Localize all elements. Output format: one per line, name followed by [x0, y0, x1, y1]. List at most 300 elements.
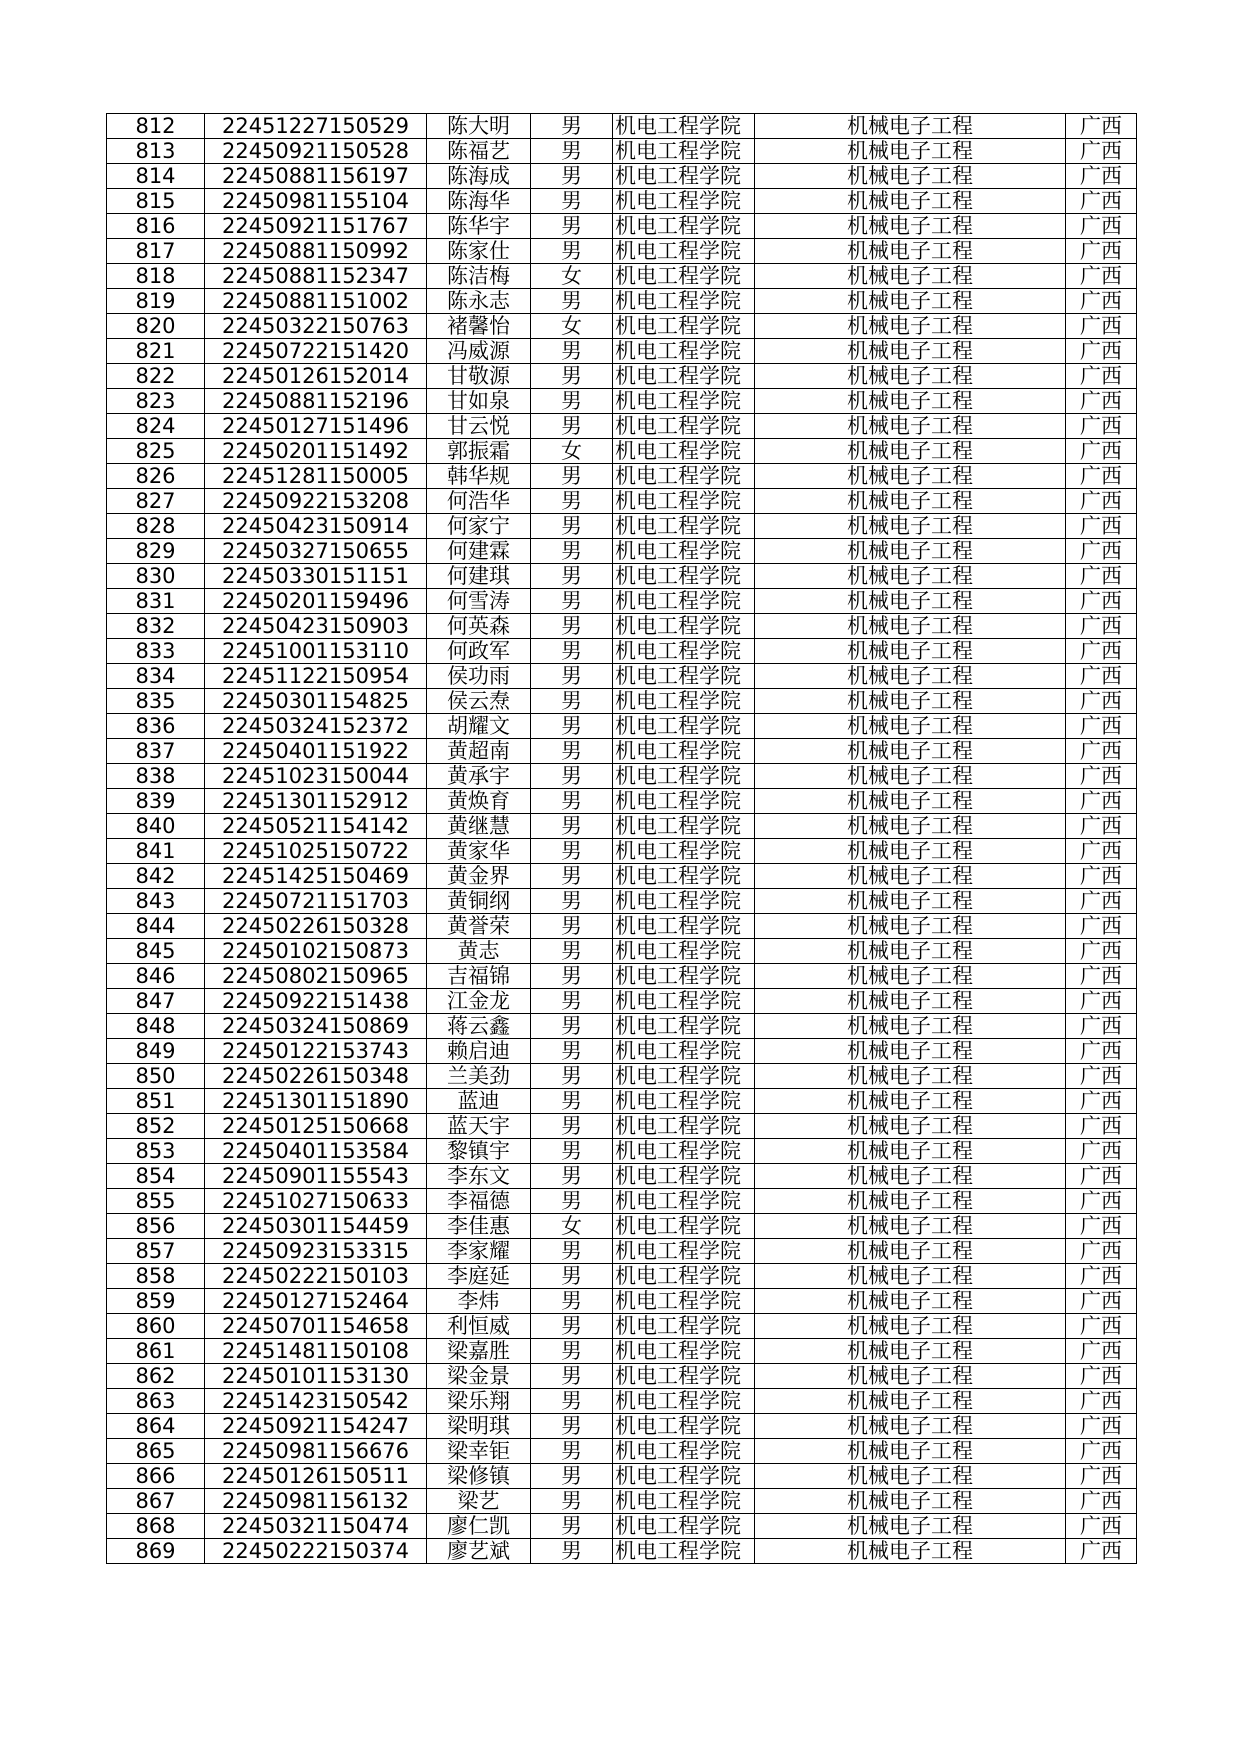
region-cell: 广西	[1066, 939, 1137, 964]
table-row	[107, 414, 1137, 439]
row-number-cell: 869	[107, 1539, 205, 1564]
row-number-cell: 824	[107, 414, 205, 439]
candidate-id-cell: 22450201151492	[205, 439, 427, 464]
table-row	[107, 314, 1137, 339]
college-cell: 机电工程学院	[613, 814, 755, 839]
student-name-cell: 蓝天宇	[427, 1114, 531, 1139]
candidate-id-cell: 22450301154459	[205, 1214, 427, 1239]
college-cell: 机电工程学院	[613, 1189, 755, 1214]
major-cell: 机械电子工程	[755, 1214, 1066, 1239]
table-row	[107, 1089, 1137, 1114]
row-number-cell: 860	[107, 1314, 205, 1339]
row-number-cell: 839	[107, 789, 205, 814]
student-name-cell: 侯云焘	[427, 689, 531, 714]
college-cell: 机电工程学院	[613, 1014, 755, 1039]
region-cell: 广西	[1066, 314, 1137, 339]
major-cell: 机械电子工程	[755, 114, 1066, 139]
row-number-cell: 817	[107, 239, 205, 264]
major-cell: 机械电子工程	[755, 364, 1066, 389]
candidate-id-cell: 22450722151420	[205, 339, 427, 364]
row-number-cell: 816	[107, 214, 205, 239]
table-row	[107, 1539, 1137, 1564]
student-name-cell: 李炜	[427, 1289, 531, 1314]
region-cell: 广西	[1066, 514, 1137, 539]
major-cell: 机械电子工程	[755, 764, 1066, 789]
candidate-id-cell: 22451023150044	[205, 764, 427, 789]
major-cell: 机械电子工程	[755, 964, 1066, 989]
candidate-id-cell: 22451027150633	[205, 1189, 427, 1214]
table-row	[107, 1239, 1137, 1264]
major-cell: 机械电子工程	[755, 264, 1066, 289]
region-cell: 广西	[1066, 864, 1137, 889]
gender-cell: 男	[531, 164, 613, 189]
college-cell: 机电工程学院	[613, 114, 755, 139]
region-cell: 广西	[1066, 564, 1137, 589]
table-row	[107, 264, 1137, 289]
table-row	[107, 664, 1137, 689]
table-row	[107, 389, 1137, 414]
major-cell: 机械电子工程	[755, 139, 1066, 164]
candidate-id-cell: 22450201159496	[205, 589, 427, 614]
major-cell: 机械电子工程	[755, 1489, 1066, 1514]
major-cell: 机械电子工程	[755, 189, 1066, 214]
gender-cell: 男	[531, 1414, 613, 1439]
major-cell: 机械电子工程	[755, 914, 1066, 939]
region-cell: 广西	[1066, 1289, 1137, 1314]
table-row	[107, 439, 1137, 464]
candidate-id-cell: 22450802150965	[205, 964, 427, 989]
candidate-id-cell: 22450125150668	[205, 1114, 427, 1139]
region-cell: 广西	[1066, 989, 1137, 1014]
region-cell: 广西	[1066, 364, 1137, 389]
table-row	[107, 1264, 1137, 1289]
region-cell: 广西	[1066, 714, 1137, 739]
region-cell: 广西	[1066, 1364, 1137, 1389]
candidate-id-cell: 22450721151703	[205, 889, 427, 914]
student-name-cell: 陈海成	[427, 164, 531, 189]
candidate-id-cell: 22450922151438	[205, 989, 427, 1014]
student-name-cell: 胡耀文	[427, 714, 531, 739]
candidate-id-cell: 22450881151002	[205, 289, 427, 314]
college-cell: 机电工程学院	[613, 264, 755, 289]
gender-cell: 男	[531, 414, 613, 439]
candidate-id-cell: 22450981156132	[205, 1489, 427, 1514]
row-number-cell: 863	[107, 1389, 205, 1414]
row-number-cell: 865	[107, 1439, 205, 1464]
region-cell: 广西	[1066, 1189, 1137, 1214]
major-cell: 机械电子工程	[755, 164, 1066, 189]
candidate-id-cell: 22450401153584	[205, 1139, 427, 1164]
region-cell: 广西	[1066, 664, 1137, 689]
gender-cell: 男	[531, 339, 613, 364]
gender-cell: 男	[531, 514, 613, 539]
candidate-id-cell: 22451025150722	[205, 839, 427, 864]
table-row	[107, 1114, 1137, 1139]
candidate-id-cell: 22450981156676	[205, 1439, 427, 1464]
student-name-cell: 何家宁	[427, 514, 531, 539]
student-name-cell: 褚馨怡	[427, 314, 531, 339]
college-cell: 机电工程学院	[613, 1314, 755, 1339]
region-cell: 广西	[1066, 589, 1137, 614]
gender-cell: 男	[531, 289, 613, 314]
row-number-cell: 851	[107, 1089, 205, 1114]
major-cell: 机械电子工程	[755, 739, 1066, 764]
candidate-id-cell: 22450981155104	[205, 189, 427, 214]
table-row	[107, 1464, 1137, 1489]
table-row	[107, 1164, 1137, 1189]
row-number-cell: 849	[107, 1039, 205, 1064]
candidate-id-cell: 22451425150469	[205, 864, 427, 889]
student-name-cell: 黄超南	[427, 739, 531, 764]
college-cell: 机电工程学院	[613, 1214, 755, 1239]
college-cell: 机电工程学院	[613, 414, 755, 439]
college-cell: 机电工程学院	[613, 1464, 755, 1489]
student-name-cell: 甘如泉	[427, 389, 531, 414]
student-name-cell: 李庭延	[427, 1264, 531, 1289]
region-cell: 广西	[1066, 289, 1137, 314]
college-cell: 机电工程学院	[613, 989, 755, 1014]
row-number-cell: 822	[107, 364, 205, 389]
gender-cell: 男	[531, 139, 613, 164]
candidate-id-cell: 22450923153315	[205, 1239, 427, 1264]
table-row	[107, 189, 1137, 214]
gender-cell: 男	[531, 114, 613, 139]
college-cell: 机电工程学院	[613, 1339, 755, 1364]
major-cell: 机械电子工程	[755, 1114, 1066, 1139]
row-number-cell: 828	[107, 514, 205, 539]
college-cell: 机电工程学院	[613, 764, 755, 789]
college-cell: 机电工程学院	[613, 589, 755, 614]
college-cell: 机电工程学院	[613, 1289, 755, 1314]
college-cell: 机电工程学院	[613, 389, 755, 414]
table-row	[107, 714, 1137, 739]
region-cell: 广西	[1066, 1064, 1137, 1089]
gender-cell: 男	[531, 1114, 613, 1139]
college-cell: 机电工程学院	[613, 1039, 755, 1064]
student-name-cell: 梁乐翔	[427, 1389, 531, 1414]
table-row	[107, 514, 1137, 539]
student-name-cell: 甘云悦	[427, 414, 531, 439]
gender-cell: 男	[531, 1514, 613, 1539]
region-cell: 广西	[1066, 914, 1137, 939]
candidate-id-cell: 22450921154247	[205, 1414, 427, 1439]
region-cell: 广西	[1066, 1264, 1137, 1289]
candidate-id-cell: 22451281150005	[205, 464, 427, 489]
gender-cell: 男	[531, 1014, 613, 1039]
row-number-cell: 854	[107, 1164, 205, 1189]
region-cell: 广西	[1066, 1489, 1137, 1514]
candidate-id-cell: 22451227150529	[205, 114, 427, 139]
gender-cell: 男	[531, 464, 613, 489]
row-number-cell: 842	[107, 864, 205, 889]
candidate-id-cell: 22450301154825	[205, 689, 427, 714]
student-name-cell: 蒋云鑫	[427, 1014, 531, 1039]
row-number-cell: 830	[107, 564, 205, 589]
region-cell: 广西	[1066, 1164, 1137, 1189]
gender-cell: 男	[531, 1364, 613, 1389]
college-cell: 机电工程学院	[613, 1089, 755, 1114]
student-name-cell: 陈福艺	[427, 139, 531, 164]
major-cell: 机械电子工程	[755, 839, 1066, 864]
college-cell: 机电工程学院	[613, 339, 755, 364]
candidate-id-cell: 22451122150954	[205, 664, 427, 689]
table-row	[107, 1489, 1137, 1514]
gender-cell: 男	[531, 664, 613, 689]
college-cell: 机电工程学院	[613, 564, 755, 589]
row-number-cell: 857	[107, 1239, 205, 1264]
gender-cell: 男	[531, 639, 613, 664]
table-row	[107, 1414, 1137, 1439]
candidate-id-cell: 22450127152464	[205, 1289, 427, 1314]
row-number-cell: 853	[107, 1139, 205, 1164]
major-cell: 机械电子工程	[755, 339, 1066, 364]
major-cell: 机械电子工程	[755, 1314, 1066, 1339]
student-name-cell: 何政军	[427, 639, 531, 664]
region-cell: 广西	[1066, 1464, 1137, 1489]
candidate-id-cell: 22450101153130	[205, 1364, 427, 1389]
table-row	[107, 939, 1137, 964]
candidate-id-cell: 22450881150992	[205, 239, 427, 264]
row-number-cell: 843	[107, 889, 205, 914]
college-cell: 机电工程学院	[613, 364, 755, 389]
candidate-id-cell: 22450423150903	[205, 614, 427, 639]
row-number-cell: 827	[107, 489, 205, 514]
gender-cell: 男	[531, 964, 613, 989]
row-number-cell: 835	[107, 689, 205, 714]
student-name-cell: 陈洁梅	[427, 264, 531, 289]
college-cell: 机电工程学院	[613, 1414, 755, 1439]
region-cell: 广西	[1066, 1014, 1137, 1039]
candidate-id-cell: 22450127151496	[205, 414, 427, 439]
row-number-cell: 818	[107, 264, 205, 289]
row-number-cell: 820	[107, 314, 205, 339]
student-name-cell: 兰美劲	[427, 1064, 531, 1089]
gender-cell: 女	[531, 439, 613, 464]
major-cell: 机械电子工程	[755, 1414, 1066, 1439]
candidate-id-cell: 22451481150108	[205, 1339, 427, 1364]
college-cell: 机电工程学院	[613, 1539, 755, 1564]
region-cell: 广西	[1066, 964, 1137, 989]
student-name-cell: 黄继慧	[427, 814, 531, 839]
table-row	[107, 1014, 1137, 1039]
gender-cell: 男	[531, 939, 613, 964]
table-row	[107, 589, 1137, 614]
table-row	[107, 689, 1137, 714]
candidate-id-cell: 22451301152912	[205, 789, 427, 814]
college-cell: 机电工程学院	[613, 1264, 755, 1289]
region-cell: 广西	[1066, 114, 1137, 139]
major-cell: 机械电子工程	[755, 1389, 1066, 1414]
region-cell: 广西	[1066, 889, 1137, 914]
row-number-cell: 826	[107, 464, 205, 489]
table-row	[107, 614, 1137, 639]
student-name-cell: 侯功雨	[427, 664, 531, 689]
table-row	[107, 764, 1137, 789]
student-name-cell: 黄家华	[427, 839, 531, 864]
table-row	[107, 1189, 1137, 1214]
college-cell: 机电工程学院	[613, 639, 755, 664]
student-name-cell: 陈大明	[427, 114, 531, 139]
table-row	[107, 789, 1137, 814]
candidate-id-cell: 22450226150348	[205, 1064, 427, 1089]
student-name-cell: 梁幸钜	[427, 1439, 531, 1464]
table-row	[107, 214, 1137, 239]
college-cell: 机电工程学院	[613, 189, 755, 214]
college-cell: 机电工程学院	[613, 1064, 755, 1089]
student-name-cell: 黄金界	[427, 864, 531, 889]
gender-cell: 男	[531, 739, 613, 764]
major-cell: 机械电子工程	[755, 1064, 1066, 1089]
candidate-id-cell: 22450922153208	[205, 489, 427, 514]
region-cell: 广西	[1066, 1414, 1137, 1439]
table-row	[107, 1214, 1137, 1239]
major-cell: 机械电子工程	[755, 214, 1066, 239]
table-row	[107, 489, 1137, 514]
region-cell: 广西	[1066, 464, 1137, 489]
region-cell: 广西	[1066, 539, 1137, 564]
candidate-id-cell: 22450521154142	[205, 814, 427, 839]
region-cell: 广西	[1066, 1214, 1137, 1239]
row-number-cell: 844	[107, 914, 205, 939]
major-cell: 机械电子工程	[755, 314, 1066, 339]
gender-cell: 男	[531, 789, 613, 814]
gender-cell: 男	[531, 589, 613, 614]
region-cell: 广西	[1066, 814, 1137, 839]
gender-cell: 男	[531, 714, 613, 739]
college-cell: 机电工程学院	[613, 889, 755, 914]
gender-cell: 男	[531, 1439, 613, 1464]
region-cell: 广西	[1066, 239, 1137, 264]
student-name-cell: 冯威源	[427, 339, 531, 364]
college-cell: 机电工程学院	[613, 664, 755, 689]
major-cell: 机械电子工程	[755, 689, 1066, 714]
college-cell: 机电工程学院	[613, 139, 755, 164]
table-row	[107, 1039, 1137, 1064]
major-cell: 机械电子工程	[755, 1439, 1066, 1464]
student-name-cell: 黄铜纲	[427, 889, 531, 914]
college-cell: 机电工程学院	[613, 1364, 755, 1389]
table-row	[107, 164, 1137, 189]
college-cell: 机电工程学院	[613, 539, 755, 564]
major-cell: 机械电子工程	[755, 1264, 1066, 1289]
row-number-cell: 841	[107, 839, 205, 864]
college-cell: 机电工程学院	[613, 914, 755, 939]
gender-cell: 男	[531, 489, 613, 514]
region-cell: 广西	[1066, 1439, 1137, 1464]
row-number-cell: 831	[107, 589, 205, 614]
gender-cell: 男	[531, 564, 613, 589]
college-cell: 机电工程学院	[613, 314, 755, 339]
gender-cell: 男	[531, 864, 613, 889]
row-number-cell: 861	[107, 1339, 205, 1364]
table-row	[107, 914, 1137, 939]
row-number-cell: 868	[107, 1514, 205, 1539]
major-cell: 机械电子工程	[755, 389, 1066, 414]
major-cell: 机械电子工程	[755, 239, 1066, 264]
gender-cell: 男	[531, 764, 613, 789]
row-number-cell: 864	[107, 1414, 205, 1439]
candidate-id-cell: 22451423150542	[205, 1389, 427, 1414]
major-cell: 机械电子工程	[755, 414, 1066, 439]
region-cell: 广西	[1066, 339, 1137, 364]
major-cell: 机械电子工程	[755, 1464, 1066, 1489]
major-cell: 机械电子工程	[755, 564, 1066, 589]
table-row	[107, 364, 1137, 389]
college-cell: 机电工程学院	[613, 689, 755, 714]
college-cell: 机电工程学院	[613, 1489, 755, 1514]
table-row	[107, 989, 1137, 1014]
region-cell: 广西	[1066, 389, 1137, 414]
student-name-cell: 陈海华	[427, 189, 531, 214]
student-name-cell: 黄誉荣	[427, 914, 531, 939]
student-name-cell: 李佳惠	[427, 1214, 531, 1239]
table-row	[107, 1139, 1137, 1164]
row-number-cell: 813	[107, 139, 205, 164]
student-name-cell: 陈家仕	[427, 239, 531, 264]
row-number-cell: 859	[107, 1289, 205, 1314]
region-cell: 广西	[1066, 614, 1137, 639]
table-row	[107, 1514, 1137, 1539]
candidate-id-cell: 22450881152196	[205, 389, 427, 414]
region-cell: 广西	[1066, 1314, 1137, 1339]
major-cell: 机械电子工程	[755, 939, 1066, 964]
region-cell: 广西	[1066, 164, 1137, 189]
table-row	[107, 139, 1137, 164]
gender-cell: 男	[531, 189, 613, 214]
college-cell: 机电工程学院	[613, 214, 755, 239]
candidate-id-cell: 22450330151151	[205, 564, 427, 589]
gender-cell: 男	[531, 1039, 613, 1064]
row-number-cell: 823	[107, 389, 205, 414]
candidate-id-cell: 22450324150869	[205, 1014, 427, 1039]
gender-cell: 男	[531, 239, 613, 264]
candidate-id-cell: 22450322150763	[205, 314, 427, 339]
student-name-cell: 何英森	[427, 614, 531, 639]
row-number-cell: 837	[107, 739, 205, 764]
row-number-cell: 862	[107, 1364, 205, 1389]
table-row	[107, 564, 1137, 589]
row-number-cell: 850	[107, 1064, 205, 1089]
region-cell: 广西	[1066, 1339, 1137, 1364]
major-cell: 机械电子工程	[755, 539, 1066, 564]
college-cell: 机电工程学院	[613, 789, 755, 814]
major-cell: 机械电子工程	[755, 1289, 1066, 1314]
table-row	[107, 1314, 1137, 1339]
student-name-cell: 韩华规	[427, 464, 531, 489]
gender-cell: 男	[531, 614, 613, 639]
row-number-cell: 838	[107, 764, 205, 789]
student-name-cell: 李福德	[427, 1189, 531, 1214]
gender-cell: 男	[531, 214, 613, 239]
table-row	[107, 739, 1137, 764]
college-cell: 机电工程学院	[613, 1239, 755, 1264]
student-name-cell: 黄焕育	[427, 789, 531, 814]
major-cell: 机械电子工程	[755, 439, 1066, 464]
table-row	[107, 814, 1137, 839]
row-number-cell: 846	[107, 964, 205, 989]
gender-cell: 女	[531, 1214, 613, 1239]
major-cell: 机械电子工程	[755, 864, 1066, 889]
table-row	[107, 1439, 1137, 1464]
region-cell: 广西	[1066, 1139, 1137, 1164]
row-number-cell: 814	[107, 164, 205, 189]
student-name-cell: 黄承宇	[427, 764, 531, 789]
region-cell: 广西	[1066, 189, 1137, 214]
gender-cell: 男	[531, 1339, 613, 1364]
major-cell: 机械电子工程	[755, 1514, 1066, 1539]
college-cell: 机电工程学院	[613, 514, 755, 539]
student-name-cell: 甘敬源	[427, 364, 531, 389]
